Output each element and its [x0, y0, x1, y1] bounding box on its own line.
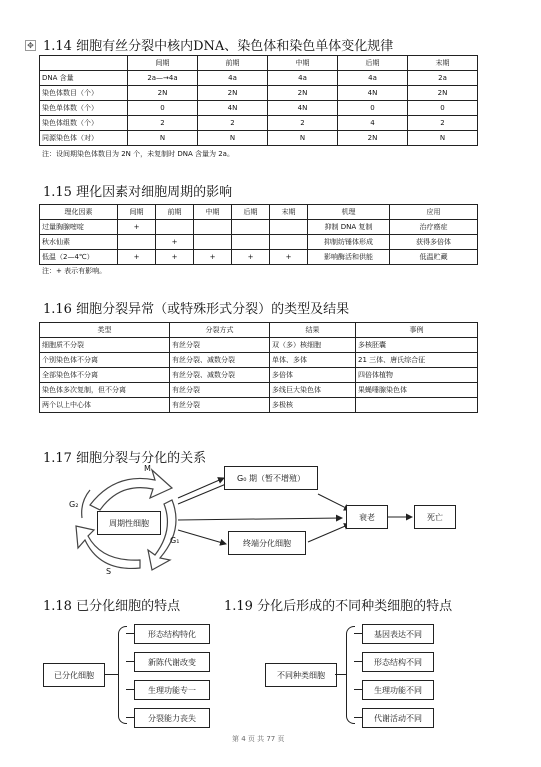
arrow-to-aging [178, 518, 342, 520]
table-1-14 [39, 55, 478, 146]
table-row [40, 353, 478, 368]
brace-tick [126, 661, 134, 662]
table-header-row [40, 323, 478, 338]
table-header-cell: 分裂方式 [170, 323, 270, 338]
table-cell: + [232, 250, 270, 265]
table-cell: 影响酶活和供能 [308, 250, 390, 265]
table-header-cell: 类型 [40, 323, 170, 338]
table-1-15 [39, 204, 478, 265]
table-row [40, 383, 478, 398]
differentiated-cell-root: 已分化细胞 [43, 663, 105, 687]
table-cell [118, 235, 156, 250]
brace-1-18 [118, 626, 127, 724]
table-cell [194, 220, 232, 235]
table-cell: N [408, 131, 478, 146]
table-cell: 抑制 DNA 复制 [308, 220, 390, 235]
table-cell: 4N [338, 86, 408, 101]
table-header-cell: 前期 [198, 56, 268, 71]
table-cell: + [270, 250, 308, 265]
table-header-cell: 结果 [270, 323, 356, 338]
table-cell: 秋水仙素 [40, 235, 118, 250]
arrow-from-g0 [178, 484, 226, 504]
table-cell: 有丝分裂、减数分裂 [170, 353, 270, 368]
brace-tick [354, 661, 362, 662]
table-row [40, 101, 478, 116]
table-row [40, 235, 478, 250]
cell-types-root: 不同种类细胞 [265, 663, 337, 687]
table-row [40, 338, 478, 353]
note-1-15: 注：+ 表示有影响。 [42, 267, 107, 275]
table-cell: 获得多倍体 [390, 235, 478, 250]
section-title-1-14: 1.14 细胞有丝分裂中核内DNA、染色体和染色单体变化规律 [43, 39, 394, 54]
table-row [40, 71, 478, 86]
g0-box: G₀ 期（暂不增殖） [224, 466, 318, 490]
table-row [40, 220, 478, 235]
table-cell: + [118, 220, 156, 235]
table-header-cell: 前期 [156, 205, 194, 220]
label-m: M [144, 464, 151, 473]
label-g2: G₂ [69, 500, 79, 509]
connector-1-18 [105, 674, 118, 675]
table-cell: + [118, 250, 156, 265]
table-cell: 两个以上中心体 [40, 398, 170, 413]
table-cell: 0 [338, 101, 408, 116]
table-cell: 多线巨大染色体 [270, 383, 356, 398]
characteristic-box: 形态结构不同 [362, 652, 434, 672]
table-cell: 双（多）核细胞 [270, 338, 356, 353]
table-header-cell: 中期 [268, 56, 338, 71]
table-cell [156, 220, 194, 235]
table-header-cell: 间期 [128, 56, 198, 71]
table-cell: 有丝分裂 [170, 383, 270, 398]
brace-tick [126, 633, 134, 634]
table-cell: 2 [128, 116, 198, 131]
table-cell: 21 三体、唐氏综合征 [356, 353, 478, 368]
table-row [40, 116, 478, 131]
table-cell: 2a [408, 71, 478, 86]
table-cell: 全部染色体不分离 [40, 368, 170, 383]
table-cell: 低温贮藏 [390, 250, 478, 265]
table-row [40, 86, 478, 101]
brace-tick [126, 717, 134, 718]
table-header-cell: 后期 [232, 205, 270, 220]
table-cell: 治疗癌症 [390, 220, 478, 235]
table-cell: DNA 含量 [40, 71, 128, 86]
table-cell: 染色体数目（个） [40, 86, 128, 101]
table-header-cell: 末期 [270, 205, 308, 220]
table-cell: 有丝分裂 [170, 398, 270, 413]
table-cell: 2 [198, 116, 268, 131]
table-cell: 4a [198, 71, 268, 86]
table-cell: 2N [198, 86, 268, 101]
table-cell: 2 [268, 116, 338, 131]
page-footer: 第 4 页 共 77 页 [232, 735, 285, 743]
section-title-1-18: 1.18 已分化细胞的特点 [43, 599, 181, 614]
brace-tick [354, 633, 362, 634]
table-cell: 4 [338, 116, 408, 131]
table-cell: N [268, 131, 338, 146]
table-cell: 多极核 [270, 398, 356, 413]
table-cell: 果蝇唾腺染色体 [356, 383, 478, 398]
table-cell: 0 [408, 101, 478, 116]
table-cell: 2 [408, 116, 478, 131]
table-cell: 染色体多次复制，但不分离 [40, 383, 170, 398]
brace-tick [354, 689, 362, 690]
table-cell: 4a [268, 71, 338, 86]
table-cell: 过量胸腺嘧啶 [40, 220, 118, 235]
table-cell: 有丝分裂、减数分裂 [170, 368, 270, 383]
table-cell: 细胞质不分裂 [40, 338, 170, 353]
table-row [40, 368, 478, 383]
aging-box: 衰老 [346, 505, 388, 529]
table-row [40, 250, 478, 265]
arrow-to-terminal [178, 530, 226, 544]
table-cell: 2a—→4a [128, 71, 198, 86]
table-header-cell: 事例 [356, 323, 478, 338]
label-g1: G₁ [170, 536, 180, 545]
table-header-row [40, 56, 478, 71]
table-cell: 0 [128, 101, 198, 116]
table-cell [270, 220, 308, 235]
table-cell: 多倍体 [270, 368, 356, 383]
brace-tick [126, 689, 134, 690]
table-cell: 4N [198, 101, 268, 116]
table-cell: N [198, 131, 268, 146]
cycling-cell-box: 周期性细胞 [97, 511, 161, 535]
table-cell [356, 398, 478, 413]
characteristic-box: 形态结构特化 [134, 624, 210, 644]
table-cell: 4N [268, 101, 338, 116]
characteristic-box: 新陈代谢改变 [134, 652, 210, 672]
table-header-cell: 末期 [408, 56, 478, 71]
table-cell: 2N [128, 86, 198, 101]
table-header-cell: 理化因素 [40, 205, 118, 220]
table-cell: 染色体组数（个） [40, 116, 128, 131]
table-header-cell: 机理 [308, 205, 390, 220]
note-1-14: 注：设间期染色体数目为 2N 个，未复制时 DNA 含量为 2a。 [42, 150, 234, 158]
table-cell: + [156, 235, 194, 250]
table-header-cell [40, 56, 128, 71]
section-title-1-19: 1.19 分化后形成的不同种类细胞的特点 [224, 599, 453, 614]
characteristic-box: 代谢活动不同 [362, 708, 434, 728]
table-cell: 四倍体植物 [356, 368, 478, 383]
table-1-16 [39, 322, 478, 413]
cycle-arrow-top [90, 470, 172, 510]
table-cell [194, 235, 232, 250]
table-cell: 有丝分裂 [170, 338, 270, 353]
label-s: S [106, 567, 112, 576]
table-cell: 低温（2—4℃） [40, 250, 118, 265]
table-cell: + [156, 250, 194, 265]
table-header-cell: 间期 [118, 205, 156, 220]
table-header-row [40, 205, 478, 220]
section-title-1-15: 1.15 理化因素对细胞周期的影响 [43, 185, 233, 200]
cycle-arrow-left [82, 490, 90, 518]
connector-1-19 [335, 674, 346, 675]
table-cell: 同源染色体（对） [40, 131, 128, 146]
brace-tick [354, 717, 362, 718]
table-cell: 个别染色体不分离 [40, 353, 170, 368]
characteristic-box: 生理功能专一 [134, 680, 210, 700]
table-cell [232, 235, 270, 250]
terminal-cell-box: 终端分化细胞 [228, 531, 306, 555]
table-row [40, 398, 478, 413]
table-cell: 染色单体数（个） [40, 101, 128, 116]
table-cell: 2N [268, 86, 338, 101]
characteristic-box: 生理功能不同 [362, 680, 434, 700]
death-box: 死亡 [414, 505, 456, 529]
section-title-1-16: 1.16 细胞分裂异常（或特殊形式分裂）的类型及结果 [43, 302, 350, 317]
move-handle-icon[interactable]: ✥ [25, 40, 36, 51]
brace-1-19 [346, 626, 355, 724]
table-cell: 单体、多体 [270, 353, 356, 368]
section-title-1-17: 1.17 细胞分裂与分化的关系 [43, 451, 207, 466]
characteristic-box: 基因表达不同 [362, 624, 434, 644]
table-cell [232, 220, 270, 235]
table-header-cell: 应用 [390, 205, 478, 220]
table-header-cell: 中期 [194, 205, 232, 220]
table-header-cell: 后期 [338, 56, 408, 71]
table-row [40, 131, 478, 146]
table-cell [270, 235, 308, 250]
table-cell: 抑制纺锤体形成 [308, 235, 390, 250]
table-cell: N [128, 131, 198, 146]
table-cell: 2N [338, 131, 408, 146]
arrow-terminal-to-aging [308, 524, 350, 542]
table-cell: 多核胚囊 [356, 338, 478, 353]
table-cell: 4a [338, 71, 408, 86]
table-cell: 2N [408, 86, 478, 101]
table-cell: + [194, 250, 232, 265]
characteristic-box: 分裂能力丧失 [134, 708, 210, 728]
